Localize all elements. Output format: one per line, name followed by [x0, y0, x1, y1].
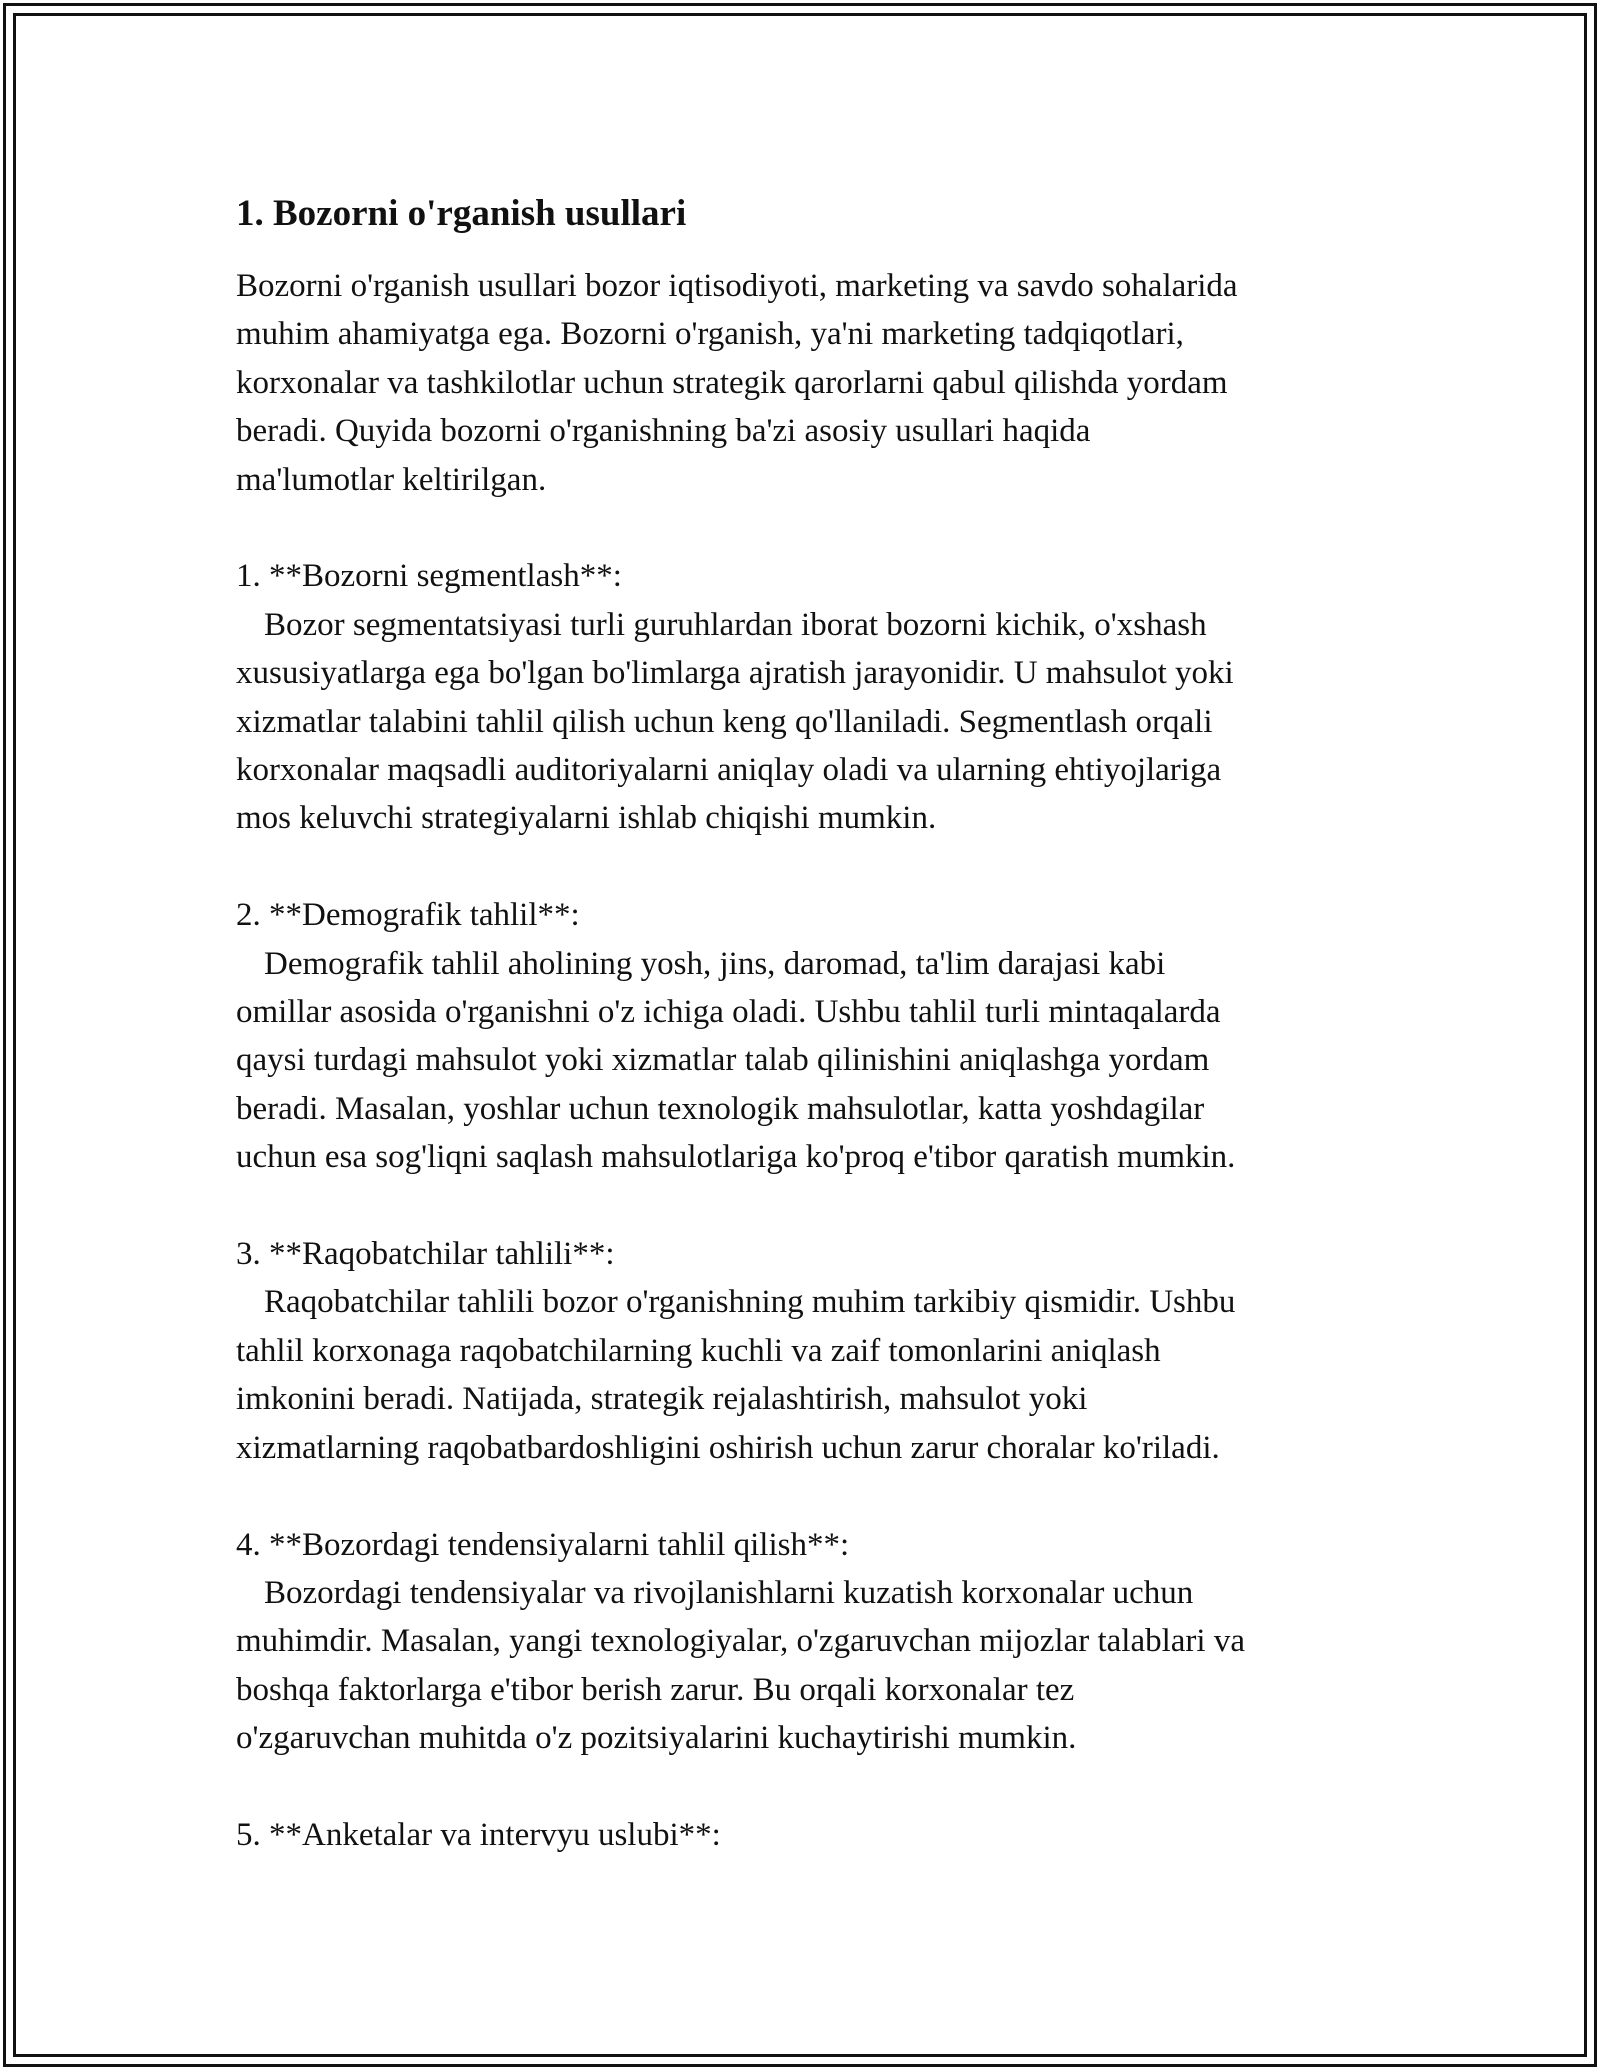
- section-line: tahlil korxonaga raqobatchilarning kuchli va zaif tomonlarini aniqlash: [236, 1332, 1161, 1369]
- section-line: Raqobatchilar tahlili bozor o'rganishning muhim tarkibiy qismidir. Ushbu: [264, 1284, 1236, 1321]
- section-segmentation: [236, 552, 1396, 842]
- section-trends: [236, 1521, 1396, 1763]
- section-line: Bozor segmentatsiyasi turli guruhlardan iborat bozorni kichik, o'xshash: [264, 606, 1207, 643]
- section-line: beradi. Masalan, yoshlar uchun texnologik mahsulotlar, katta yoshdagilar: [236, 1090, 1205, 1127]
- section-line: o'zgaruvchan muhitda o'z pozitsiyalarini kuchaytirishi mumkin.: [236, 1720, 1077, 1757]
- section-title: 4. **Bozordagi tendensiyalarni tahlil qilish**:: [236, 1526, 850, 1563]
- section-line: muhimdir. Masalan, yangi texnologiyalar, o'zgaruvchan mijozlar talablari va: [236, 1623, 1245, 1660]
- intro-line: beradi. Quyida bozorni o'rganishning ba'zi asosiy usullari haqida: [236, 413, 1091, 450]
- intro-line: Bozorni o'rganish usullari bozor iqtisodiyoti, marketing va savdo sohalarida: [236, 268, 1238, 304]
- section-demographic: [236, 891, 1396, 1181]
- intro-line: muhim ahamiyatga ega. Bozorni o'rganish, ya'ni marketing tadqiqotlari,: [236, 316, 1184, 353]
- section-line: xizmatlar talabini tahlil qilish uchun keng qo'llaniladi. Segmentlash orqali: [236, 703, 1213, 740]
- section-line: Bozordagi tendensiyalar va rivojlanishlarni kuzatish korxonalar uchun: [264, 1574, 1194, 1611]
- spacer: [236, 504, 1396, 552]
- section-title: 1. **Bozorni segmentlash**:: [236, 558, 622, 595]
- section-line: korxonalar maqsadli auditoriyalarni aniqlay oladi va ularning ehtiyojlariga: [236, 752, 1222, 789]
- spacer: [236, 1472, 1396, 1520]
- section-line: mos keluvchi strategiyalarni ishlab chiqishi mumkin.: [236, 800, 937, 837]
- section-line: uchun esa sog'liqni saqlash mahsulotlariga ko'proq e'tibor qaratish mumkin.: [236, 1139, 1236, 1176]
- page-heading: 1. Bozorni o'rganish usullari: [236, 193, 687, 234]
- spacer: [236, 1763, 1396, 1811]
- section-line: xususiyatlarga ega bo'lgan bo'limlarga ajratish jarayonidir. U mahsulot yoki: [236, 655, 1234, 692]
- section-competitors: [236, 1230, 1396, 1472]
- section-title: 3. **Raqobatchilar tahlili**:: [236, 1236, 615, 1273]
- intro-line: ma'lumotlar keltirilgan.: [236, 461, 547, 498]
- document-body: [236, 190, 1396, 1859]
- section-line: imkonini beradi. Natijada, strategik rejalashtirish, mahsulot yoki: [236, 1381, 1088, 1418]
- spacer: [236, 1182, 1396, 1230]
- section-line: Demografik tahlil aholining yosh, jins, daromad, ta'lim darajasi kabi: [264, 945, 1166, 982]
- section-title: 5. **Anketalar va intervyu uslubi**:: [236, 1816, 721, 1853]
- intro-line: korxonalar va tashkilotlar uchun strategik qarorlarni qabul qilishda yordam: [236, 364, 1228, 401]
- section-surveys: [236, 1811, 1396, 1859]
- section-line: xizmatlarning raqobatbardoshligini oshirish uchun zarur choralar ko'riladi.: [236, 1429, 1220, 1466]
- spacer: [236, 843, 1396, 891]
- section-line: omillar asosida o'rganishni o'z ichiga oladi. Ushbu tahlil turli mintaqalarda: [236, 994, 1221, 1031]
- intro-paragraph: [236, 262, 1396, 504]
- section-title: 2. **Demografik tahlil**:: [236, 897, 580, 934]
- section-line: qaysi turdagi mahsulot yoki xizmatlar talab qilinishini aniqlashga yordam: [236, 1042, 1210, 1079]
- section-line: boshqa faktorlarga e'tibor berish zarur. Bu orqali korxonalar tez: [236, 1671, 1075, 1708]
